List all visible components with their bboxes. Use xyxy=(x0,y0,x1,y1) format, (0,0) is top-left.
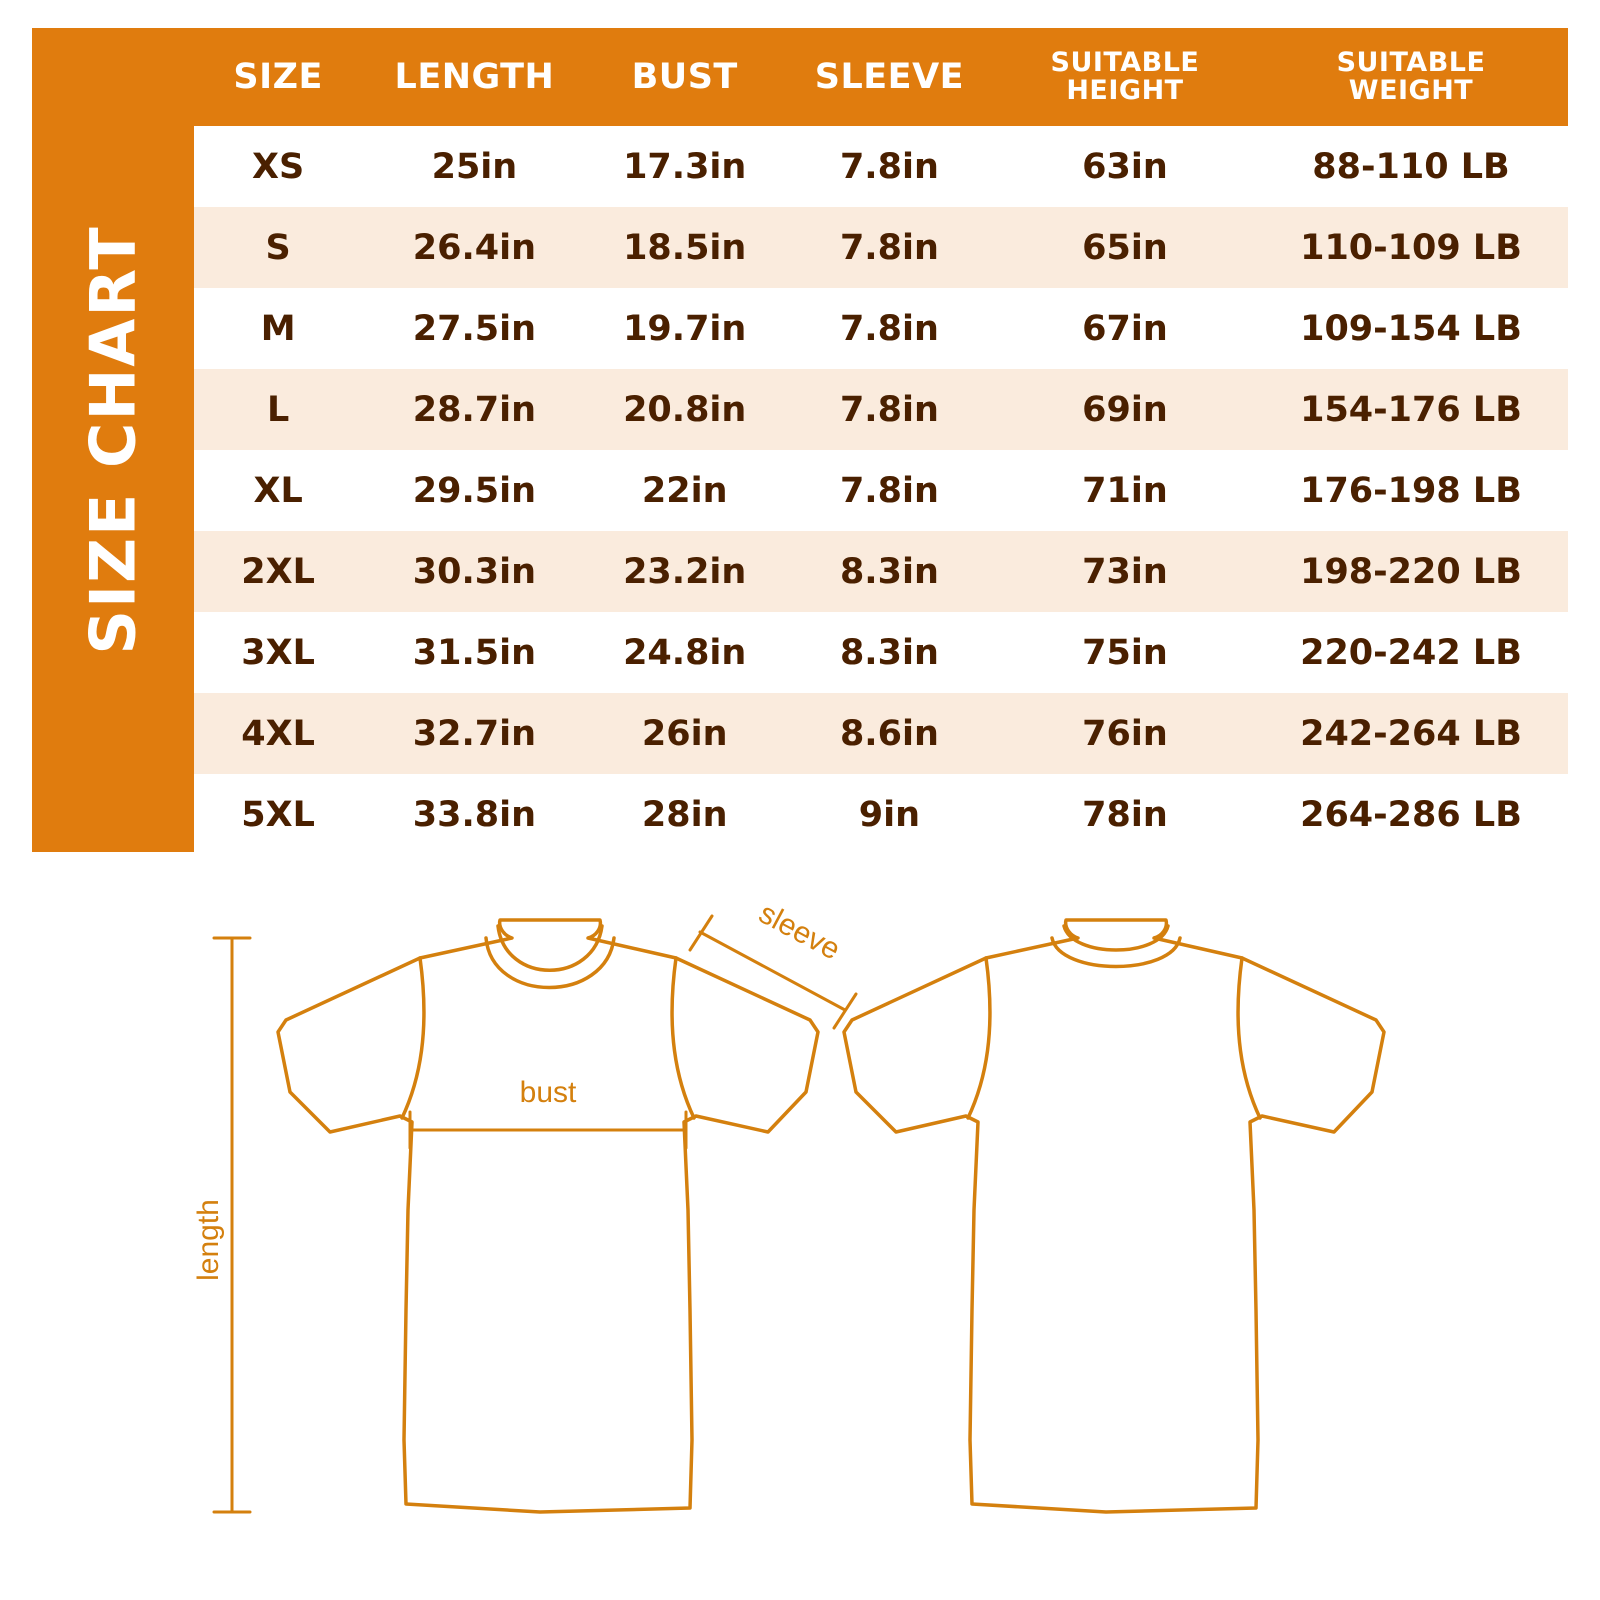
cell-weight: 220-242 LB xyxy=(1254,612,1568,693)
cell-weight: 242-264 LB xyxy=(1254,693,1568,774)
cell-length: 27.5in xyxy=(362,288,586,369)
cell-bust: 18.5in xyxy=(587,207,783,288)
table-row xyxy=(194,126,1568,207)
cell-bust: 23.2in xyxy=(587,531,783,612)
cell-bust: 17.3in xyxy=(587,126,783,207)
tshirt-back-icon xyxy=(844,920,1384,1512)
table-header-row xyxy=(194,28,1568,126)
column-header-suitable-height xyxy=(996,28,1254,126)
cell-size: 4XL xyxy=(194,693,362,774)
table-row xyxy=(194,612,1568,693)
cell-size: 5XL xyxy=(194,774,362,855)
table-row xyxy=(194,207,1568,288)
tshirt-front-icon xyxy=(278,920,818,1512)
size-table-header xyxy=(194,28,1568,126)
size-chart-block xyxy=(32,28,1568,852)
cell-weight: 88-110 LB xyxy=(1254,126,1568,207)
cell-length: 31.5in xyxy=(362,612,586,693)
cell-bust: 24.8in xyxy=(587,612,783,693)
cell-size: XS xyxy=(194,126,362,207)
cell-height: 69in xyxy=(996,369,1254,450)
table-row xyxy=(194,450,1568,531)
cell-weight: 198-220 LB xyxy=(1254,531,1568,612)
cell-height: 76in xyxy=(996,693,1254,774)
size-table-body xyxy=(194,126,1568,855)
cell-size: M xyxy=(194,288,362,369)
cell-length: 25in xyxy=(362,126,586,207)
cell-weight: 110-109 LB xyxy=(1254,207,1568,288)
bust-dimension-line xyxy=(410,1112,686,1148)
cell-size: S xyxy=(194,207,362,288)
cell-sleeve: 7.8in xyxy=(783,450,996,531)
page-title: SIZE CHART xyxy=(76,225,150,655)
cell-weight: 154-176 LB xyxy=(1254,369,1568,450)
cell-sleeve: 7.8in xyxy=(783,288,996,369)
cell-sleeve: 7.8in xyxy=(783,207,996,288)
cell-weight: 109-154 LB xyxy=(1254,288,1568,369)
cell-height: 65in xyxy=(996,207,1254,288)
cell-height: 63in xyxy=(996,126,1254,207)
length-label: length xyxy=(192,1199,225,1281)
cell-length: 32.7in xyxy=(362,693,586,774)
table-row xyxy=(194,531,1568,612)
cell-height: 78in xyxy=(996,774,1254,855)
column-header-suitable-weight-line2: WEIGHT xyxy=(1348,75,1474,106)
sleeve-label: sleeve xyxy=(753,896,846,967)
cell-size: 3XL xyxy=(194,612,362,693)
cell-size: 2XL xyxy=(194,531,362,612)
column-header-size: SIZE xyxy=(233,56,323,97)
cell-length: 26.4in xyxy=(362,207,586,288)
cell-sleeve: 8.3in xyxy=(783,612,996,693)
cell-length: 29.5in xyxy=(362,450,586,531)
cell-size: L xyxy=(194,369,362,450)
cell-height: 73in xyxy=(996,531,1254,612)
column-header-suitable-height-line1: SUITABLE xyxy=(1050,46,1200,78)
cell-sleeve: 9in xyxy=(783,774,996,855)
cell-sleeve: 7.8in xyxy=(783,369,996,450)
cell-sleeve: 8.6in xyxy=(783,693,996,774)
size-chart-title-column xyxy=(32,28,194,852)
column-header-suitable-weight-line1: SUITABLE xyxy=(1336,46,1486,78)
cell-bust: 20.8in xyxy=(587,369,783,450)
cell-weight: 264-286 LB xyxy=(1254,774,1568,855)
measurement-diagram xyxy=(0,880,1600,1570)
size-table xyxy=(194,28,1568,855)
table-row xyxy=(194,288,1568,369)
cell-size: XL xyxy=(194,450,362,531)
column-header-suitable-weight xyxy=(1254,28,1568,126)
column-header-length: LENGTH xyxy=(394,56,555,97)
cell-weight: 176-198 LB xyxy=(1254,450,1568,531)
cell-height: 71in xyxy=(996,450,1254,531)
cell-height: 67in xyxy=(996,288,1254,369)
table-row xyxy=(194,774,1568,855)
cell-bust: 19.7in xyxy=(587,288,783,369)
column-header-sleeve: SLEEVE xyxy=(814,56,965,97)
cell-length: 33.8in xyxy=(362,774,586,855)
size-table-wrapper xyxy=(194,28,1568,852)
cell-sleeve: 8.3in xyxy=(783,531,996,612)
cell-length: 28.7in xyxy=(362,369,586,450)
table-row xyxy=(194,369,1568,450)
cell-bust: 26in xyxy=(587,693,783,774)
cell-length: 30.3in xyxy=(362,531,586,612)
cell-sleeve: 7.8in xyxy=(783,126,996,207)
column-header-suitable-height-line2: HEIGHT xyxy=(1066,75,1184,106)
column-header-bust: BUST xyxy=(631,56,738,97)
table-row xyxy=(194,693,1568,774)
cell-bust: 28in xyxy=(587,774,783,855)
cell-height: 75in xyxy=(996,612,1254,693)
bust-label: bust xyxy=(519,1076,577,1109)
cell-bust: 22in xyxy=(587,450,783,531)
